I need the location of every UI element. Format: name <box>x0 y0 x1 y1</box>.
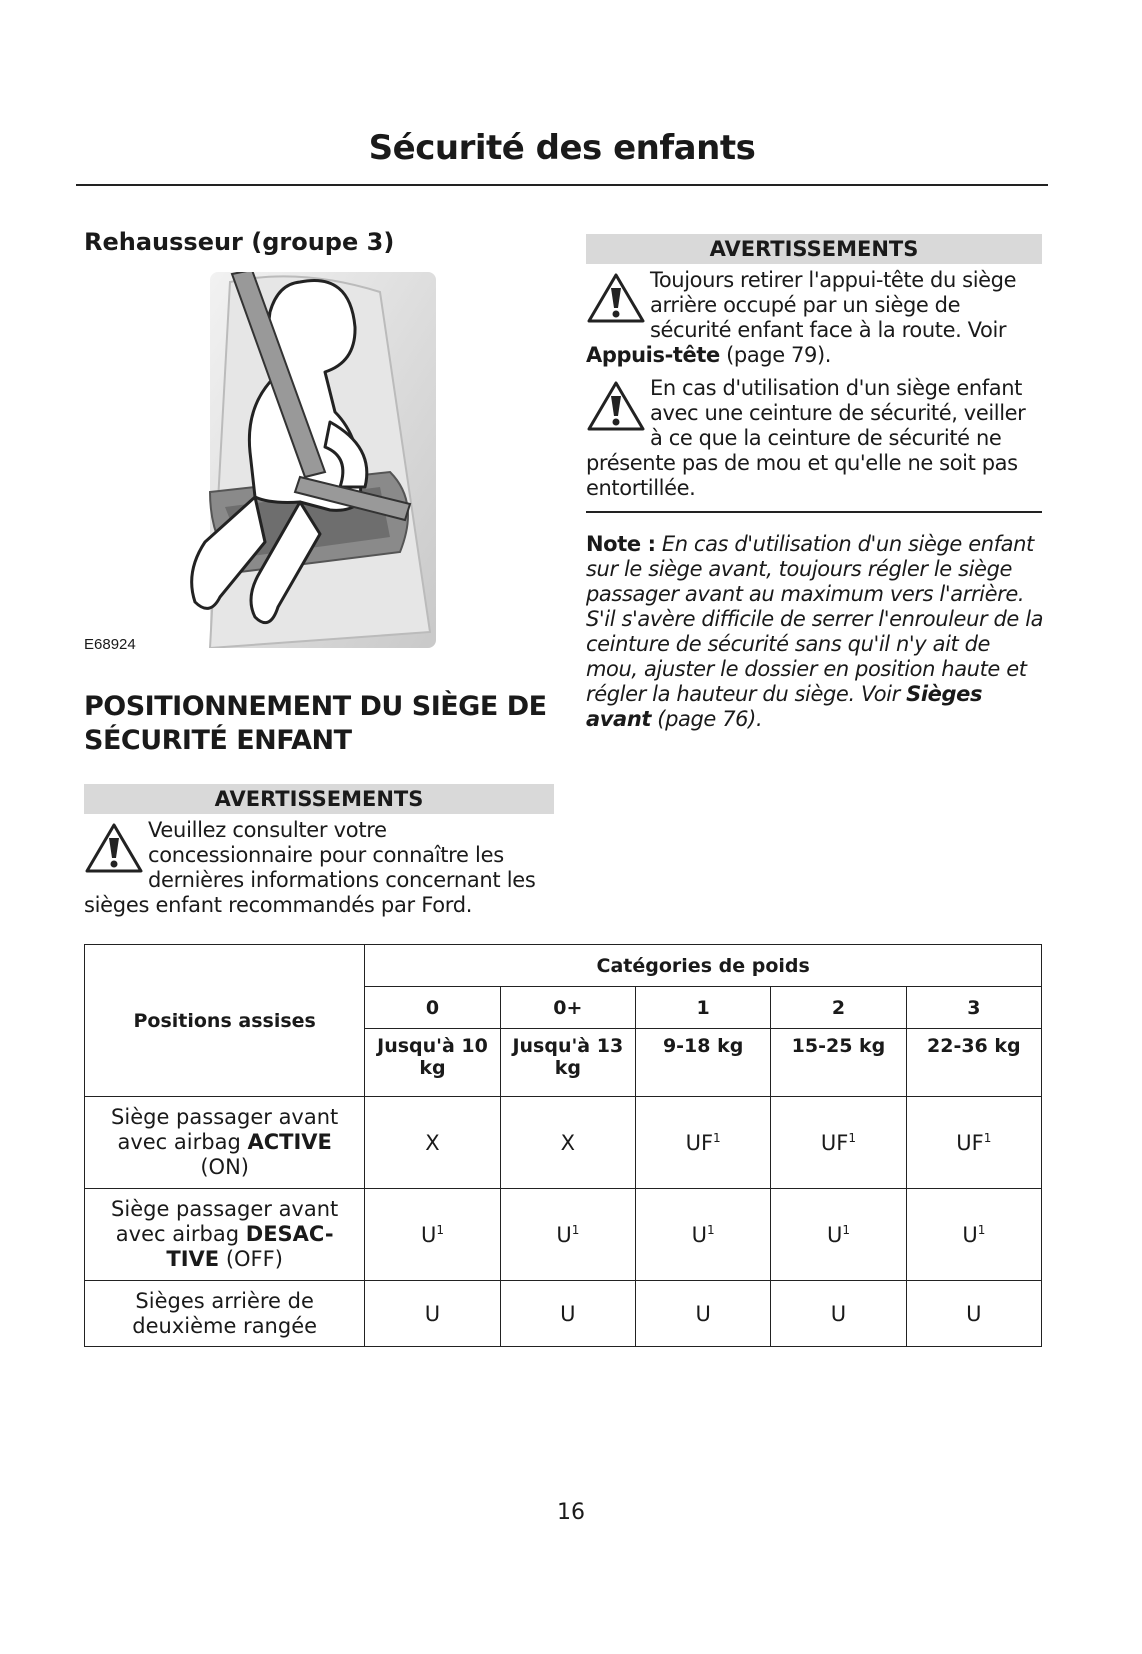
front-seats-reference-link[interactable]: Sièges avant <box>586 682 983 731</box>
group-label: 2 <box>771 987 906 1029</box>
table-row <box>85 1097 1042 1189</box>
table-cell: U <box>771 1281 906 1347</box>
table-row <box>85 1281 1042 1347</box>
table-cell: U <box>635 1281 770 1347</box>
seat-position-front-airbag-off: Siège passager avant avec airbag DESAC-TIVE (OFF) <box>85 1189 365 1281</box>
table-row <box>85 1189 1042 1281</box>
note-label: Note : <box>586 532 656 556</box>
row-header-seating-positions: Positions assises <box>85 945 365 1097</box>
table-cell: $UF^1$ <box>906 1097 1041 1189</box>
table-cell: U <box>365 1281 500 1347</box>
booster-seat-illustration <box>150 272 436 648</box>
group-label: 0 <box>365 987 500 1029</box>
warning-triangle-icon <box>586 272 646 324</box>
section-title-child-seat-positioning: POSITIONNEMENT DU SIÈGE DE SÉCURITÉ ENFANT <box>84 691 547 756</box>
warning-end-rule <box>586 511 1042 513</box>
table-cell: $U^1$ <box>906 1189 1041 1281</box>
table-cell: $U^1$ <box>771 1189 906 1281</box>
weight-range: Jusqu'à 10 kg <box>365 1029 500 1097</box>
table-cell: X <box>500 1097 635 1189</box>
title-divider <box>76 184 1048 186</box>
warning-triangle-icon <box>586 380 646 432</box>
table-cell: $U^1$ <box>500 1189 635 1281</box>
child-on-booster-seat-image <box>150 272 436 648</box>
table-cell: U <box>906 1281 1041 1347</box>
figure-code: E68924 <box>84 636 136 653</box>
note-paragraph: Note : En cas d'utilisation d'un siège enfant sur le siège avant, toujours régler le siège passager avant au maximum vers l'arrière. S'il s'avère difficile de serrer l'enrouleur de la ceinture de sécurité sans qu'il n'y ait de mou, ajuster le dossier en position haute et régler la hauteur du siège. Voir Sièges avant (page 76). <box>586 532 1044 731</box>
table-cell: $U^1$ <box>365 1189 500 1281</box>
child-seat-weight-table <box>84 944 1042 1347</box>
weight-range: 9-18 kg <box>635 1029 770 1097</box>
warning-headrest-text: Toujours retirer l'appui-tête du siège arrière occupé par un siège de sécurité enfant face à la route. Voir Appuis-tête (page 79). <box>586 268 1017 367</box>
group-header-weight-categories: Catégories de poids <box>365 945 1042 987</box>
seat-position-front-airbag-on: Siège passager avant avec airbag ACTIVE (ON) <box>85 1097 365 1189</box>
weight-range: 15-25 kg <box>771 1029 906 1097</box>
page-title: Sécurité des enfants <box>368 128 756 168</box>
headrests-reference-link[interactable]: Appuis-tête <box>586 343 720 367</box>
group-label: 1 <box>635 987 770 1029</box>
warning-box-left <box>84 784 554 926</box>
weight-range: 22-36 kg <box>906 1029 1041 1097</box>
weight-range: Jusqu'à 13 kg <box>500 1029 635 1097</box>
table-cell: $UF^1$ <box>771 1097 906 1189</box>
group-label: 0+ <box>500 987 635 1029</box>
page-number: 16 <box>557 1500 585 1525</box>
subheading-booster-group-3: Rehausseur (groupe 3) <box>84 228 395 256</box>
warning-heading: AVERTISSEMENTS <box>586 234 1042 264</box>
warning-box-right <box>586 234 1042 513</box>
table-cell: U <box>500 1281 635 1347</box>
group-label: 3 <box>906 987 1041 1029</box>
table-cell: X <box>365 1097 500 1189</box>
warning-triangle-icon <box>84 822 144 874</box>
table-cell: $UF^1$ <box>635 1097 770 1189</box>
warning-heading: AVERTISSEMENTS <box>84 784 554 814</box>
table-cell: $U^1$ <box>635 1189 770 1281</box>
warning-text: Veuillez consulter votre concessionnaire pour connaître les dernières informations concernant les sièges enfant recommandés par Ford. <box>84 818 536 917</box>
warning-seatbelt-text: En cas d'utilisation d'un siège enfant avec une ceinture de sécurité, veiller à ce que la ceinture de sécurité ne présente pas de mou et qu'elle ne soit pas entortillée. <box>586 376 1026 500</box>
seat-position-second-row: Sièges arrière de deuxième rangée <box>85 1281 365 1347</box>
